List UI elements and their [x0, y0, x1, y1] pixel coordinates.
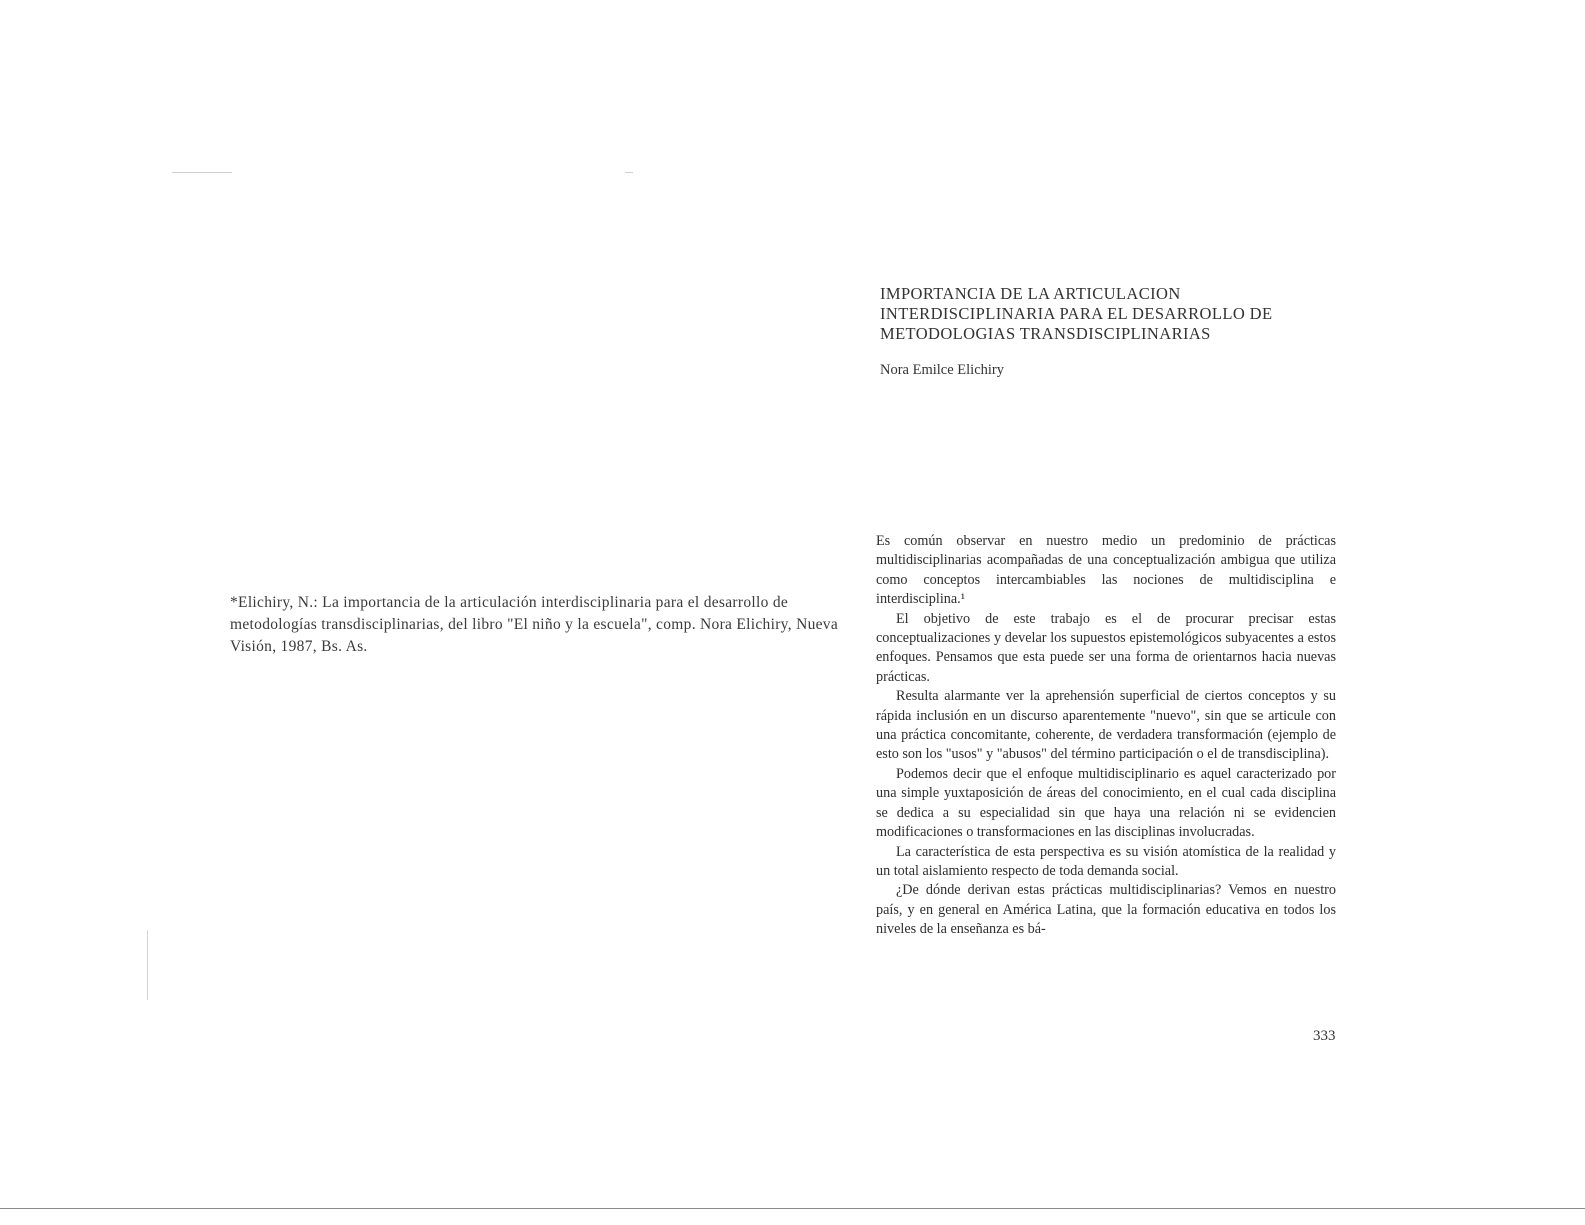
paragraph: La característica de esta perspectiva es su visión atomística de la realidad y un total aislamiento respecto de toda demanda social. — [876, 843, 1336, 879]
title-line: INTERDISCIPLINARIA PARA EL DESARROLLO DE — [880, 304, 1273, 323]
scan-edge-line — [147, 930, 148, 1000]
page-bottom-edge — [0, 1208, 1585, 1209]
paragraph: Es común observar en nuestro medio un predominio de prácticas multidisciplinarias acompañadas de una conceptualización ambigua que utiliza como conceptos intercambiables las nociones de multidisciplina e interdisciplina.¹ — [876, 533, 1336, 608]
title-line: IMPORTANCIA DE LA ARTICULACION — [880, 284, 1181, 303]
paragraph: El objetivo de este trabajo es el de procurar precisar estas conceptualizaciones y develar los supuestos epistemológicos subyacentes a estos enfoques. Pensamos que esta puede ser una forma de orientarnos hacia nuevas prácticas. — [876, 610, 1336, 685]
paragraph: Podemos decir que el enfoque multidisciplinario es aquel caracterizado por una simple yuxtaposición de áreas del conocimiento, en el cual cada disciplina se dedica a su especialidad sin que haya una relación ni se evidencien modificaciones o transformaciones en las disciplinas involucradas. — [876, 765, 1336, 841]
page-number: 333 — [1313, 1028, 1336, 1044]
scan-artifact — [172, 172, 232, 173]
title-line: METODOLOGIAS TRANSDISCIPLINARIAS — [880, 324, 1211, 343]
bibliographic-note: *Elichiry, N.: La importancia de la articulación interdisciplinaria para el desarrollo de metodologías transdisciplinarias, del libro "El niño y la escuela", comp. Nora Elichiry, Nueva Visión, 1987, Bs. As. — [230, 594, 839, 655]
article-title — [880, 284, 1350, 344]
article-body — [876, 532, 1336, 940]
paragraph: Resulta alarmante ver la aprehensión superficial de ciertos conceptos y su rápida inclusión en un discurso aparentemente "nuevo", sin que se articule con una práctica concomitante, coherente, de verdadera transformación (ejemplo de esto son los "usos" y "abusos" del término participación o el de transdisciplina). — [876, 688, 1336, 763]
scan-artifact — [625, 172, 633, 173]
paragraph: ¿De dónde derivan estas prácticas multidisciplinarias? Vemos en nuestro país, y en general en América Latina, que la formación educativa en todos los niveles de la enseñanza es bá- — [876, 882, 1336, 938]
author-name: Nora Emilce Elichiry — [880, 362, 1005, 378]
